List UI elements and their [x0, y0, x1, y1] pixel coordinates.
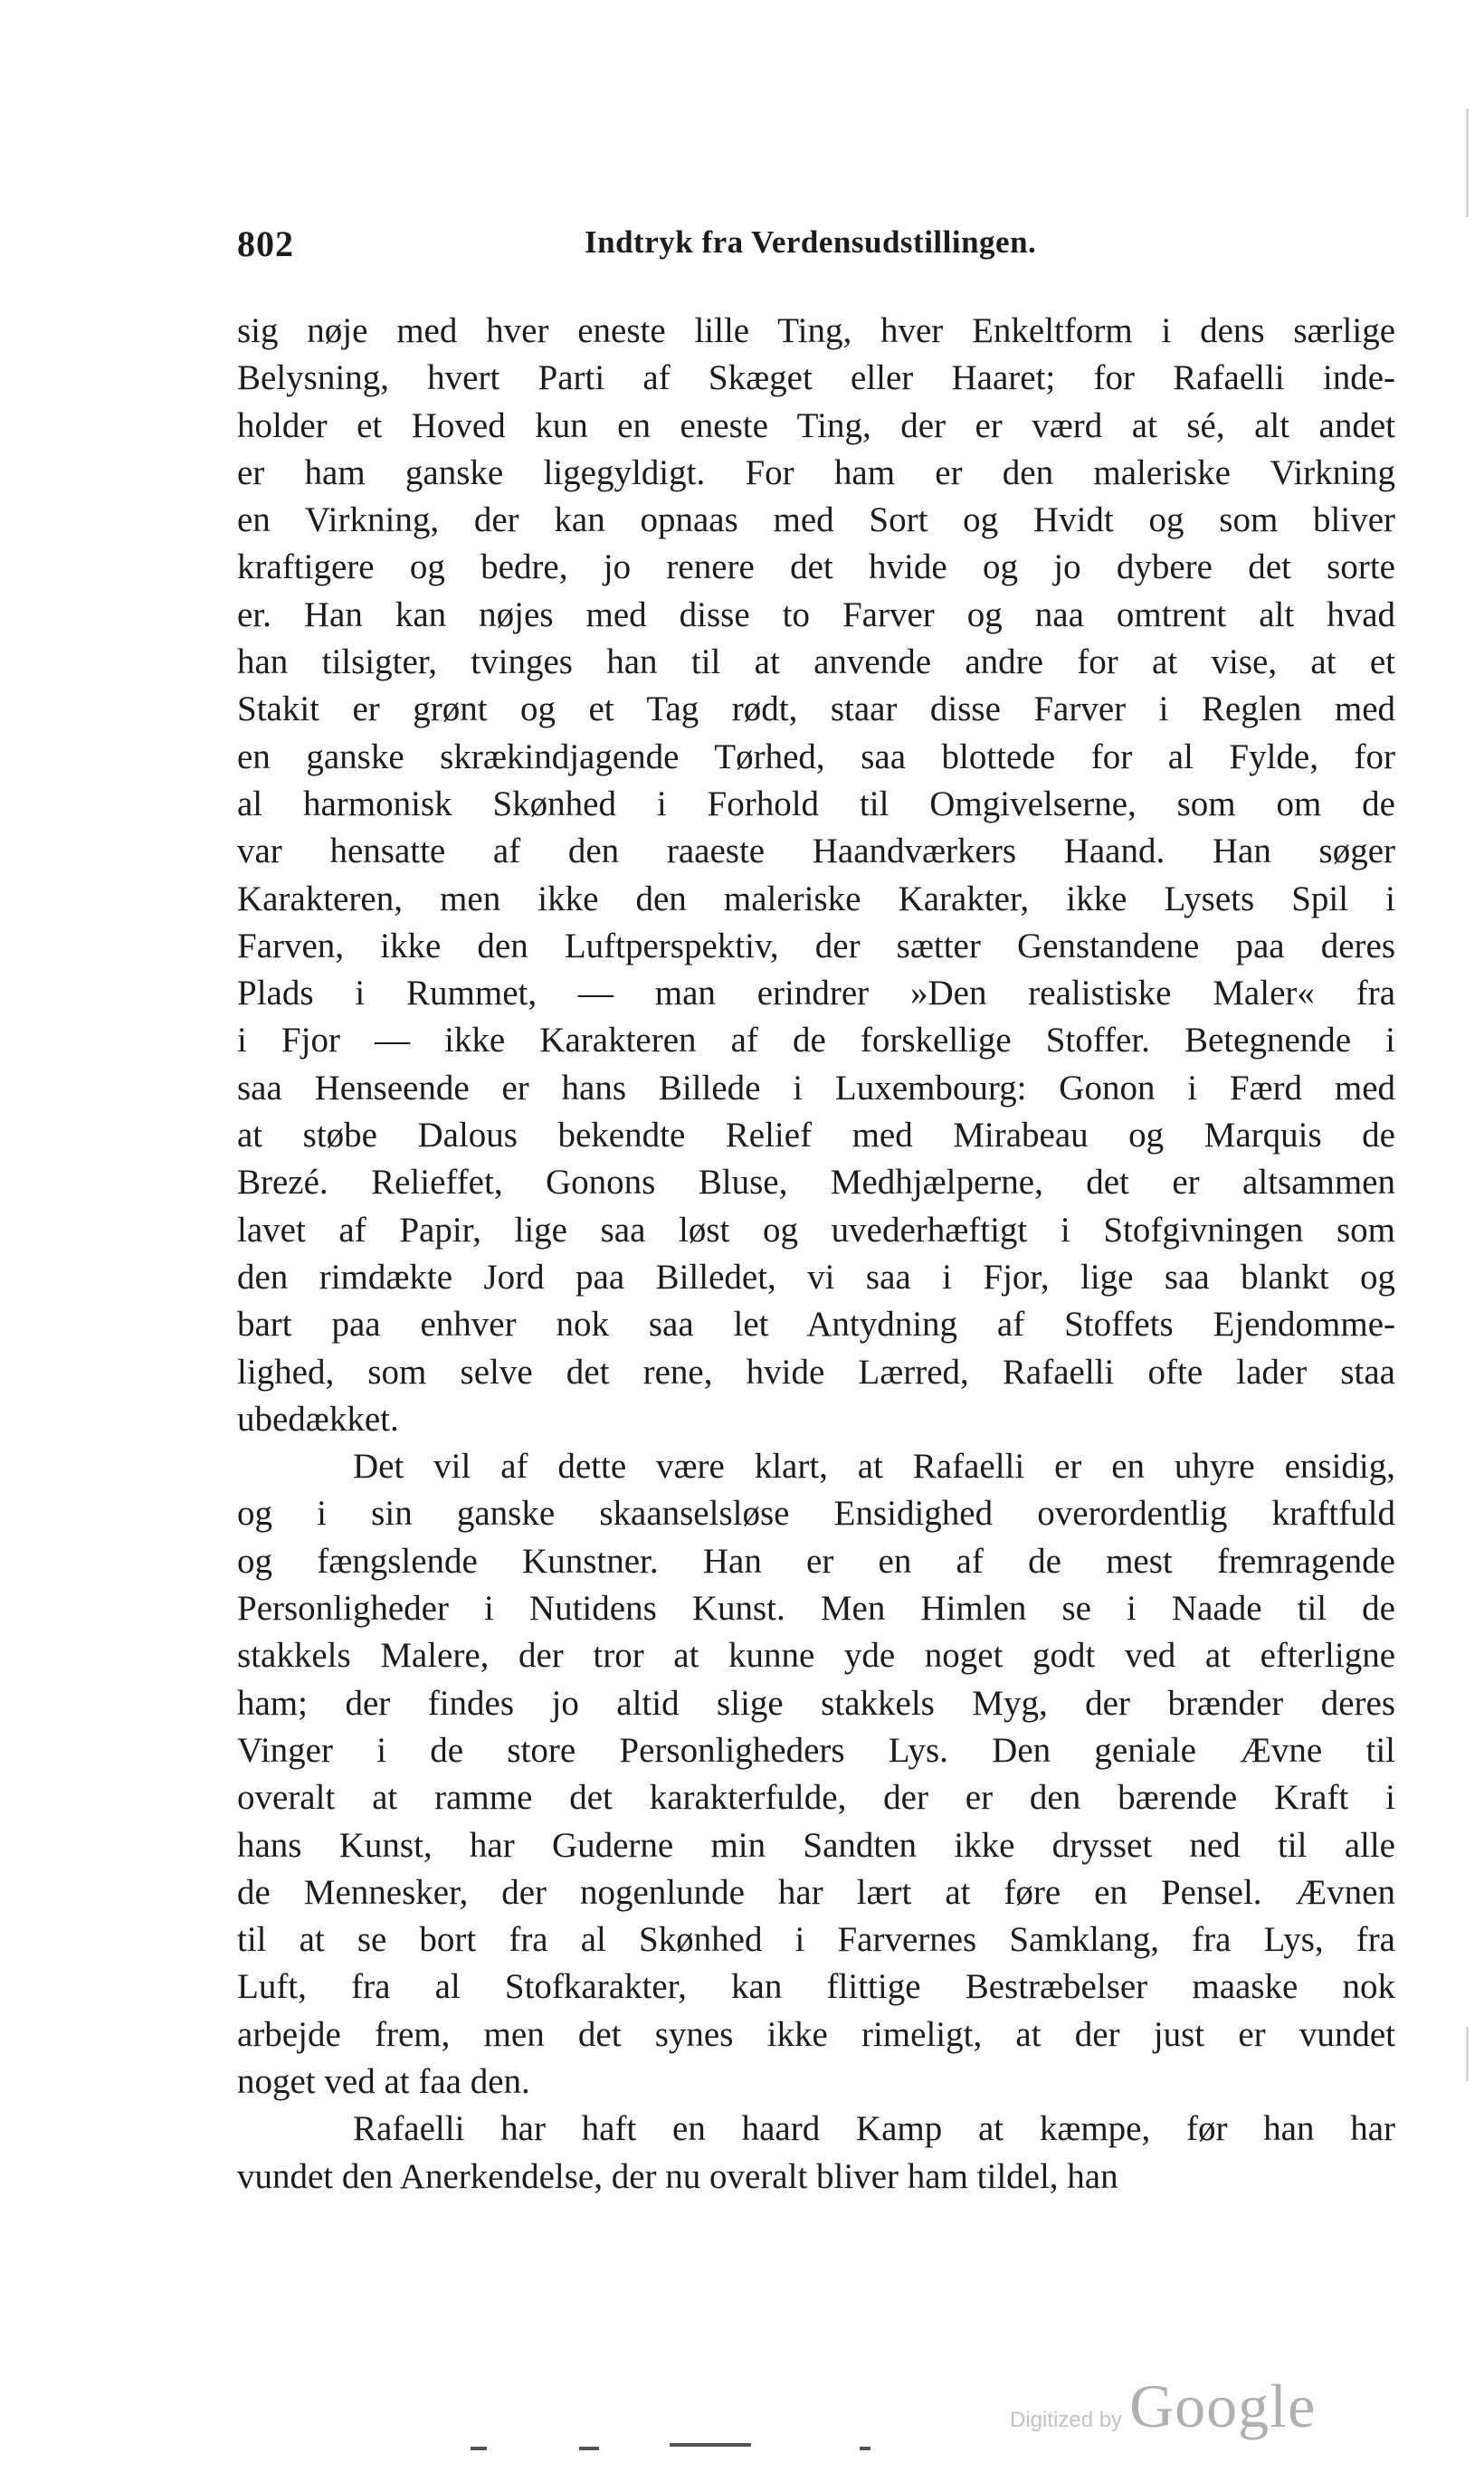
text-line: stakkels Malere, der tror at kunne yde noget godt ved at efterligne	[237, 1636, 1395, 1676]
text-line: Stakit er grønt og et Tag rødt, staar disse Farver i Reglen med	[237, 689, 1395, 729]
scan-artifact	[860, 2447, 870, 2450]
text-line: og fængslende Kunstner. Han er en af de mest fremragende	[237, 1541, 1395, 1581]
scan-artifact	[670, 2443, 751, 2447]
text-line: Vinger i de store Personligheders Lys. Den geniale Ævne til	[237, 1730, 1395, 1770]
text-line: og i sin ganske skaanselsløse Ensidighed overordentlig kraftfuld	[237, 1494, 1395, 1534]
scan-edge-mark	[1466, 2027, 1469, 2081]
text-line: sig nøje med hver eneste lille Ting, hver Enkeltform i dens særlige	[237, 311, 1395, 350]
paragraph	[237, 2106, 1395, 2201]
text-line: Farven, ikke den Luftperspektiv, der sætter Genstandene paa deres	[237, 926, 1395, 965]
text-line: Luft, fra al Stofkarakter, kan flittige Bestræbelser maaske nok	[237, 1967, 1395, 2007]
text-line: ubedækket.	[237, 1399, 399, 1439]
text-line: ham; der findes jo altid slige stakkels Myg, der brænder deres	[237, 1683, 1395, 1723]
text-line: en Virkning, der kan opnaas med Sort og Hvidt og som bliver	[237, 500, 1395, 540]
paragraph	[237, 308, 1395, 1443]
text-line: til at se bort fra al Skønhed i Farvernes Samklang, fra Lys, fra	[237, 1920, 1395, 1960]
google-logo: Google	[1129, 2372, 1317, 2440]
text-line: var hensatte af den raaeste Haandværkers Haand. Han søger	[237, 832, 1395, 871]
text-line: noget ved at faa den.	[237, 2061, 530, 2101]
scan-artifact	[579, 2447, 599, 2450]
text-line: kraftigere og bedre, jo renere det hvide og jo dybere det sorte	[237, 547, 1395, 587]
page-number: 802	[237, 223, 294, 264]
text-line: han tilsigter, tvinges han til at anvende andre for at vise, at et	[237, 642, 1395, 682]
text-line: bart paa enhver nok saa let Antydning af Stoffets Ejendomme-	[237, 1305, 1395, 1345]
paragraph	[237, 1443, 1395, 2106]
text-line: Plads i Rummet, — man erindrer »Den realistiske Maler« fra	[237, 974, 1395, 1013]
scan-edge-mark	[1466, 109, 1469, 217]
text-line: Rafaelli har haft en haard Kamp at kæmpe, før han har	[353, 2109, 1395, 2149]
text-line: den rimdækte Jord paa Billedet, vi saa i Fjor, lige saa blankt og	[237, 1257, 1395, 1297]
text-line: saa Henseende er hans Billede i Luxembourg: Gonon i Færd med	[237, 1068, 1395, 1108]
text-line: Brezé. Relieffet, Gonons Bluse, Medhjælperne, det er altsammen	[237, 1163, 1395, 1203]
text-line: lavet af Papir, lige saa løst og uvederhæftigt i Stofgivningen som	[237, 1210, 1395, 1250]
text-line: overalt at ramme det karakterfulde, der er den bærende Kraft i	[237, 1778, 1395, 1818]
text-line: lighed, som selve det rene, hvide Lærred, Rafaelli ofte lader staa	[237, 1352, 1395, 1392]
text-line: vundet den Anerkendelse, der nu overalt bliver ham tildel, han	[237, 2156, 1118, 2196]
body-text	[237, 308, 1395, 2201]
text-line: en ganske skrækindjagende Tørhed, saa blottede for al Fylde, for	[237, 737, 1395, 776]
text-line: arbejde frem, men det synes ikke rimeligt, at der just er vundet	[237, 2014, 1395, 2054]
text-line: Belysning, hvert Parti af Skæget eller Haaret; for Rafaelli inde-	[237, 358, 1395, 398]
running-title: Indtryk fra Verdensudstillingen.	[585, 224, 1037, 260]
scan-artifact	[471, 2447, 487, 2450]
text-line: er. Han kan nøjes med disse to Farver og naa omtrent alt hvad	[237, 594, 1395, 634]
page-header	[237, 223, 1395, 277]
digitized-watermark	[1010, 2371, 1316, 2452]
text-line: holder et Hoved kun en eneste Ting, der er værd at sé, alt andet	[237, 405, 1395, 445]
text-line: Personligheder i Nutidens Kunst. Men Himlen se i Naade til de	[237, 1589, 1395, 1629]
text-line: i Fjor — ikke Karakteren af de forskellige Stoffer. Betegnende i	[237, 1021, 1395, 1060]
text-line: Det vil af dette være klart, at Rafaelli er en uhyre ensidig,	[353, 1447, 1395, 1487]
text-line: at støbe Dalous bekendte Relief med Mirabeau og Marquis de	[237, 1116, 1395, 1155]
text-line: Karakteren, men ikke den maleriske Karakter, ikke Lysets Spil i	[237, 879, 1395, 918]
text-line: hans Kunst, har Guderne min Sandten ikke drysset ned til alle	[237, 1825, 1395, 1865]
text-line: de Mennesker, der nogenlunde har lært at føre en Pensel. Ævnen	[237, 1872, 1395, 1912]
watermark-prefix: Digitized by	[1010, 2408, 1123, 2432]
text-line: al harmonisk Skønhed i Forhold til Omgivelserne, som om de	[237, 784, 1395, 823]
text-line: er ham ganske ligegyldigt. For ham er den maleriske Virkning	[237, 452, 1395, 492]
